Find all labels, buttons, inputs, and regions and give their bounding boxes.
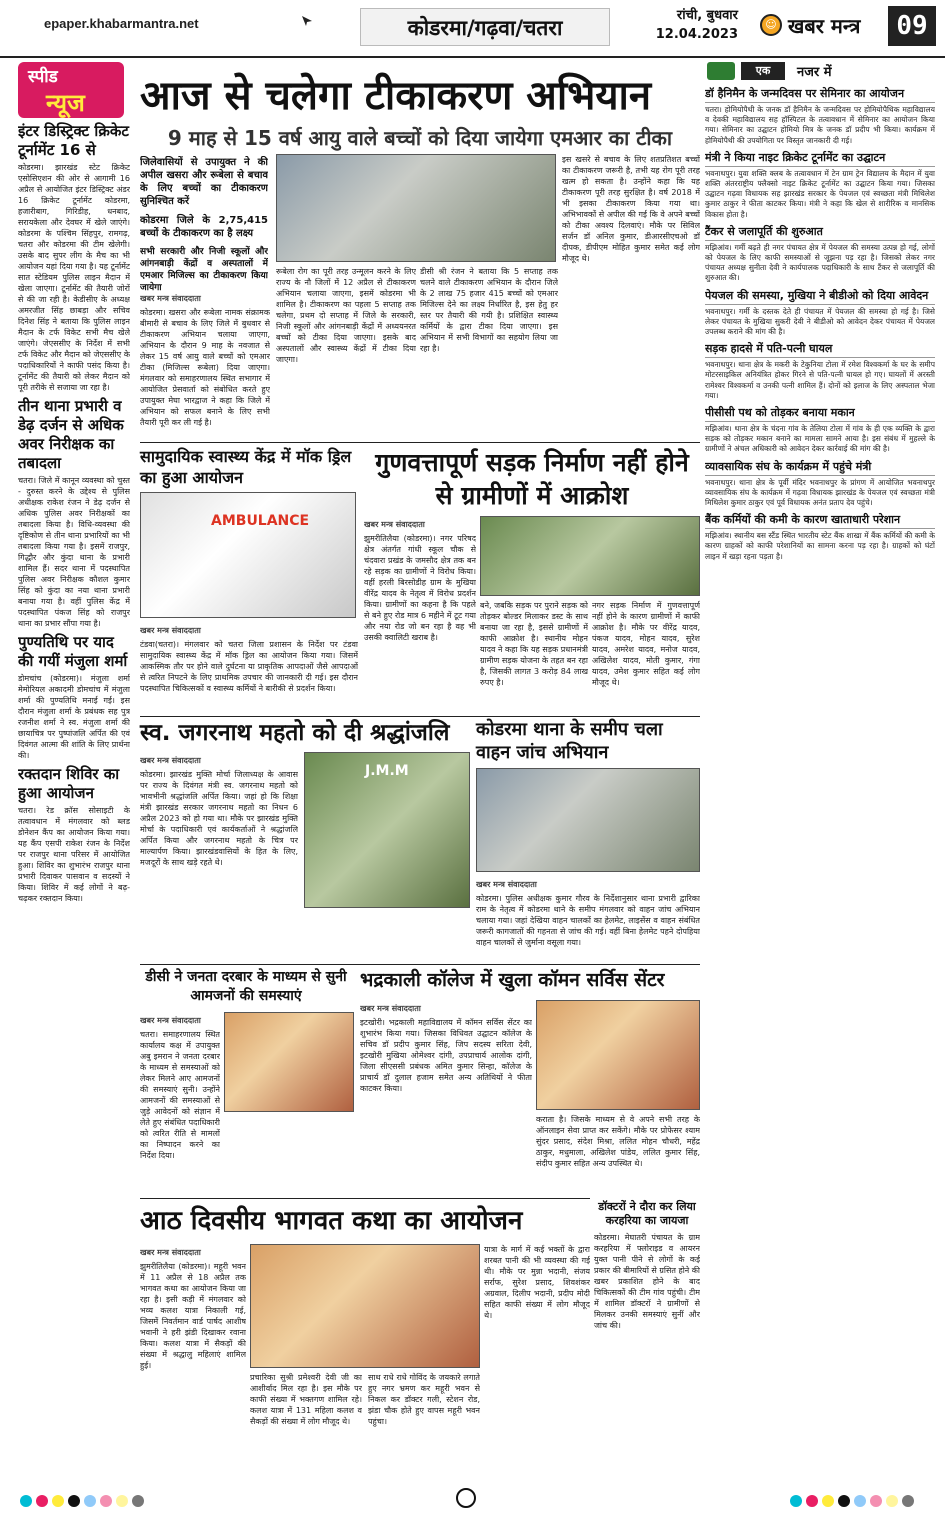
bhagwat-byline: खबर मन्त्र संवाददाता — [140, 1248, 201, 1257]
csc-byline: खबर मन्त्र संवाददाता — [360, 1004, 421, 1013]
registration-mark-icon — [456, 1488, 476, 1508]
lead-col-1 — [140, 290, 270, 440]
masthead — [0, 0, 945, 58]
csc-col-2 — [536, 1114, 700, 1196]
dc-col-1 — [140, 1012, 220, 1198]
bhagwat-body-2: प्रचारिका सुश्री प्रमेश्वरी देवी जी का आशीर्वाद मिल रहा है। इस मौके पर काफी संख्या में भक्तगण शामिल रहे। कलश यात्रा में 131 महिला कलश व सैकड़ों की संख्या में लोग मौजूद थे। — [250, 1373, 362, 1426]
mockdrill-text — [140, 622, 358, 714]
pointer-icon — [300, 14, 314, 28]
csc-headline: भद्रकाली कॉलेज में खुला कॉमन सर्विस सेंटर — [360, 969, 665, 991]
dc-photo — [224, 1012, 354, 1112]
vehicle-body: कोडरमा। पुलिस अधीक्षक कुमार गौरव के निर्देशानुसार थाना प्रभारी द्वारिका राम के नेतृत्व में कोडरमा थाने के समीप मंगलवार को वाहन जांच अभियान चलाया गया। जहां देखिया वाहन चालकों का हेलमेट, लाइसेंस व वाहन संबंधित जरूरी कागजातों की गहनता से जांच की गई। वहीं बिना हेलमेट पहने दोपहिया वाहन चालकों से जुर्माना वसूला गया। — [476, 894, 700, 947]
lead-subheadline: 9 माह से 15 वर्ष आयु वाले बच्चों को दिया जायेगा एमआर का टीका — [167, 126, 673, 150]
vehicle-photo — [476, 768, 700, 872]
csc-body-2: कराता है। जिसके माध्यम से वे अपने सभी तरह के ऑनलाइन सेवा प्राप्त कर सकेंगे। मौके पर प्रोफेसर श्याम सुंदर प्रसाद, संदेश मिश्रा, ललित मोहन चौधरी, महेंद्र ठाकुर, मधुमाला, अखिलेश पांडेय, ललित कुमार सिंह, संदीप कुमार सहित अन्य उपस्थित थे। — [536, 1115, 700, 1168]
right-story-6-body: मझिआंव। थाना क्षेत्र के चंदना गांव के तेलिया टोला में गांव के ही एक व्यक्ति के द्वारा सड़क को तोड़कर मकान बनाने का मामला सामने आया है। इस संबंध में मुहल्ले के ग्रामीणों ने अंचल अधिकारी को आवेदन देकर कार्रवाई की मांग की है। — [705, 424, 935, 454]
tribute-headline: स्व. जगरनाथ महतो को दी श्रद्धांजलि — [140, 720, 450, 746]
left-story-3-body: डोमचांच (कोडरमा)। मंजुला शर्मा मेमोरियल अकादमी डोमचांच में मंजुला शर्मा की पुण्यतिथि मनाई गई। इस दौरान मंजुला शर्मा के प्रबंधक सह पुत्र रजनीश शर्मा ने स्व. मंजुला शर्मा की छायाचित्र पर पुष्पांजलि अर्पित की एवं दिवंगत आत्मा की शांति के लिए प्रार्थना की। — [18, 674, 130, 760]
city-day: रांची, बुधवार — [676, 8, 738, 23]
csc-body-1: इटखोरी। भद्रकाली महाविद्यालय में कॉमन सर्विस सेंटर का शुभारंभ किया गया। जिसका विधिवत उद्घाटन कॉलेज के सचिव डॉ प्रदीप कुमार सिंह, जिप सदस्य सरिता देवी, इटखोरी मुखिया ओमेश्वर दांगी, उपप्राचार्य आलोक दांगी, जिला सीएससी प्रबंधक अमित कुमार सिन्हा, कॉलेज के प्राचार्य डॉ दुलाल हजाम समेत अन्य अतिथियों ने फीता काटकर किया। — [360, 1018, 532, 1093]
pullquote-3: सभी सरकारी और निजी स्कूलों और आंगनबाड़ी केंद्रों व अस्पतालों में एमआर मिजिल्स का टीकाकरण किया जायेगा — [140, 247, 268, 293]
issue-date: 12.04.2023 — [655, 27, 738, 42]
right-story-8-body: मझिआंव। स्थानीय बस स्टैंड स्थित भारतीय स्टेट बैंक शाखा में बैंक कर्मियों की कमी के कारण ग्राहकों को काफी परेशानियों का सामना करना पड़ रहा है। ग्राहकों को घंटों लाइन में खड़ा रहना पड़ता है। — [705, 531, 935, 561]
road-col-1 — [364, 516, 476, 714]
lead-body-1: कोडरमा। खसरा और रूबेला नामक संक्रामक बीमारी से बचाव के लिए जिले में बुधवार से टीकाकरण अभियान चलाया जाएगा, अभियान के दौरान 9 माह के नवजात से लेकर 15 वर्ष आयु वाले बच्चों को एमआर टीका (मिजिल्स रूबेला) दिया जाएगा। मंगलवार को समाहरणालय स्थित सभागार में आयोजित प्रेसवार्ता को संबोधित करते हुए उपायुक्त मेघा भारद्वाज ने कहा कि जिले में अभियान को सफल बनाने के लिए सभी तैयारी पूरी कर ली गई है। — [140, 308, 270, 427]
tribute-byline: खबर मन्त्र संवाददाता — [140, 756, 201, 765]
left-column — [18, 62, 130, 1472]
site-url[interactable]: epaper.khabarmantra.net — [44, 16, 199, 31]
left-story-4-body: चतरा। रेड क्रॉस सोसाइटी के तत्वावधान में मंगलवार को ब्लड डोनेशन कैंप का आयोजन किया गया। यह कैंप एसपी राकेश रंजन के निर्देश पर राजपुर थाना परिसर में आयोजित हुआ। शिविर का शुभारंभ राजपुर थाना प्रभारी दिवाकर पासवान व सदस्यों ने किया। शिविर में कई लोगों ने बढ़-चढ़कर रक्तदान किया। — [18, 806, 130, 903]
lead-col-4 — [562, 154, 700, 440]
bhagwat-col-1 — [140, 1244, 246, 1478]
right-column — [705, 62, 935, 1482]
rule — [140, 716, 700, 717]
bhagwat-col-2 — [250, 1372, 362, 1478]
right-story-1-title: डॉ हैनिमैन के जन्मदिवस पर सेमिनार का आयोजन — [705, 87, 935, 103]
vehicle-text — [476, 876, 700, 962]
dateline — [628, 6, 738, 44]
road-byline: खबर मन्त्र संवाददाता — [364, 520, 425, 529]
right-story-2-title: मंत्री ने किया नाइट क्रिकेट टूर्नामेंट का उद्घाटन — [705, 151, 935, 167]
lead-photo — [276, 154, 556, 262]
bhagwat-body-1: झुमरीतिलैया (कोडरमा)। महूरी भवन में 11 अप्रैल से 18 अप्रैल तक भागवत कथा का आयोजन किया जा रहा है। इसी कड़ी में मंगलवार को भव्य कलश यात्रा निकाली गई, जिसमें निवर्तमान वार्ड पार्षद आशीष भवानी ने हरी झंडी दिखाकर रवाना किया। कलश यात्रा में सैकड़ों की संख्या में श्रद्धालु महिलाएं शामिल हुई। — [140, 1262, 246, 1370]
right-story-4-body: भवनाथपुर। गर्मी के दस्तक देते ही पंचायत में पेयजल की समस्या हो गई है। जिसे लेकर पंचायत के मुखिया सुकरी देवी ने बीडीओ को आवेदन देकर पंचायत में पेयजल उपलब्ध कराने की मांग की है। — [705, 306, 935, 337]
right-story-5-body: भवनाथपुर। थाना क्षेत्र के मकरी के टेकुनिया टोला में रमेश विश्वकर्मा के घर के समीप मोटरसाइकिल अनियंत्रित होकर गिरने से पति-पत्नी घायल हो गए। घायलों में अरस्ती रामेश्वर विश्वकर्मा व उनकी पत्नी शामिल हैं। दोनों को इलाज के लिए अस्पताल भेजा गया। — [705, 360, 935, 400]
mockdrill-photo — [140, 492, 356, 618]
left-story-1-title: इंटर डिस्ट्रिक्ट क्रिकेट टूर्नामेंट 16 से — [18, 122, 129, 159]
right-story-3-title: टैंकर से जलापूर्ति की शुरुआत — [705, 225, 935, 241]
mockdrill-body: टंडवा(चतरा)। मंगलवार को चतरा जिला प्रशासन के निर्देश पर टंडवा सामुदायिक स्वास्थ्य केंद्र में मॉक ड्रिल का आयोजन किया गया। जिसमें आकस्मिक तौर पर होने वाले दुर्घटना या प्राकृतिक आपदाओं जैसे आपदाओं से त्वरित निपटने के लिए प्राथमिक उपचार की जानकारी दी गई। इस दौरान पदस्थापित चिकित्सकों व स्वास्थ्य कर्मियों ने बारीकी से प्रदर्शन किया। — [140, 640, 358, 693]
lead-body-2: रूबेला रोग का पूरी तरह उन्मूलन करने के लिए राज्य के नौ जिलों में 12 अप्रैल से टीकाकरण अभियान चलाया जाएगा, इसमें कोडरमा भी शामिल है। टीकाकरण का पहला 5 सप्ताह तक चलेगा, प्रथम दो सप्ताह में जिले के सरकारी, निजी स्कूलों और आंगनबाड़ी केंद्रों में अध्ययनरत बच्चों को टीका दिया जाएगा। इसके बाद अस्पतालों और स्वास्थ्य केंद्रों में टीका दिया जाएगा। — [276, 267, 416, 364]
bhagwat-col-3 — [368, 1372, 480, 1478]
right-story-8-title: बैंक कर्मियों की कमी के कारण खाताधारी परेशान — [705, 513, 935, 529]
ek-nazar-header — [705, 62, 935, 82]
road-headline: गुणवत्तापूर्ण सड़क निर्माण नहीं होने से ग्रामीणों में आक्रोश — [375, 448, 689, 510]
road-body-3: नगर सड़क निर्माण में गुणवत्तापूर्ण नहीं होने के कारण ग्रामीणों में काफी आक्रोश है। मौके पर वीरेंद्र यादव, पंकज यादव, मोहन यादव, सुरेश यादव, अमरेश यादव, मनोज यादव, अखिलेश यादव, मोती कुमार, गंगा यादव, उमेश कुमार सहित कई लोग मौजूद थे। — [592, 601, 700, 687]
lead-headline: आज से चलेगा टीकाकरण अभियान — [140, 73, 652, 119]
doctors-text — [594, 1232, 700, 1478]
mockdrill-headline: सामुदायिक स्वास्थ्य केंद्र में मॉक ड्रिल का हुआ आयोजन — [140, 447, 352, 487]
dc-byline: खबर मन्त्र संवाददाता — [140, 1016, 201, 1025]
right-story-4-title: पेयजल की समस्या, मुखिया ने बीडीओ को दिया आवेदन — [705, 289, 935, 305]
mockdrill-byline: खबर मन्त्र संवाददाता — [140, 626, 201, 635]
print-registration-strip — [0, 1484, 945, 1517]
rule — [140, 1198, 590, 1199]
doctors-body: कोडरमा। मेघातरी पंचायत के ग्राम करहरिया में फ्लोराइड व आयरन युक्त पानी पीने से लोगों के कई प्रकार की बीमारियों से ग्रसित होने की खबर प्रकाशित होने के बाद चिकित्सकों की टीम गांव पहुंची। टीम में शामिल डॉक्टरों ने ग्रामीणों से मिलकर उनकी समस्याएं सुनीं और जांच की। — [594, 1233, 700, 1330]
page-number: 09 — [888, 6, 936, 46]
pullquote-1: जिलेवासियों से उपायुक्त ने की अपील खसरा और रूबेला से बचाव के लिए बच्चों का टीकाकरण सुनिश्चित करें — [140, 157, 268, 207]
speed-news-logo — [18, 62, 124, 118]
tribute-col-1 — [140, 752, 298, 962]
bhagwat-body-4: यात्रा के मार्ग में कई भक्तों के द्वारा शरबत पानी की भी व्यवस्था की गई थी। मौके पर मुन्ना भदानी, संजय सर्राफ, सुरेश प्रसाद, शिवशंकर अग्रवाल, दिलीप भदानी, प्रदीप मोदी सहित काफी संख्या में लोग मौजूद थे। — [484, 1245, 590, 1320]
lead-col-3 — [420, 266, 558, 440]
tribute-body: कोडरमा। झारखंड मुक्ति मोर्चा जिलाध्यक्ष के आवास पर राज्य के दिवंगत मंत्री स्व. जगरनाथ महतो को भावभीनी श्रद्धांजलि अर्पित किया। जहां हो कि शिक्षा मंत्री झारखंड सरकार जगरनाथ महतो का निधन 6 अप्रैल 2023 को हो गया था। मौके पर झारखंड मुक्ति मोर्चा के पदाधिकारी एवं कार्यकर्ताओं ने श्रद्धांजलि अर्पित किया और जगरनाथ महतो के चित्र पर माल्यार्पण किया। झारखंडवासियों के हित के लिए, मजदूरों के साथ खड़े रहते थे। — [140, 770, 298, 867]
road-col-2 — [480, 600, 588, 714]
pullquote-2: कोडरमा जिले के 2,75,415 बच्चों के टीकाकरण का है लक्ष्य — [140, 215, 268, 239]
dc-body: चतरा। समाहरणालय स्थित कार्यालय कक्ष में उपायुक्त अबु इमरान ने जनता दरबार के माध्यम से समस्याओं को लेकर मिलने आए आमजनों की समस्याएं सुनी। उन्होंने आमजनों की समस्याओं से जुड़े आवेदनों को संज्ञान में लेते हुए संबंधित पदाधिकारी को त्वरित रीति से मामलों का निष्पादन करने का निर्देश दिया। — [140, 1030, 220, 1160]
csc-photo — [536, 1000, 700, 1110]
rule — [140, 964, 700, 965]
right-story-6-title: पीसीसी पथ को तोड़कर बनाया मकान — [705, 406, 935, 422]
nazar-label: नजर में — [797, 65, 832, 80]
right-story-1-body: चतरा। होमियोपैथी के जनक डॉ हैनिमैन के जन्मदिवस पर होमियोपैथिक महाविद्यालय व देवकी महाविद्यालय सह हॉस्पिटल के तत्वावधान में सेमिनार का आयोजन किया गया। सेमिनार का उद्घाटन होमियो मित्र के जनक डॉ प्रदीप भी किया। कार्यक्रम में होमियोपैथी की उपयोगिता पर विस्तृत जानकारी दी गई। — [705, 105, 935, 145]
color-dots-left — [20, 1492, 148, 1506]
right-story-5-title: सड़क हादसे में पति-पत्नी घायल — [705, 342, 935, 358]
doctors-headline: डॉक्टरों ने दौरा कर लिया करहरिया का जायजा — [598, 1200, 696, 1227]
bhagwat-headline: आठ दिवसीय भागवत कथा का आयोजन — [140, 1206, 523, 1236]
brand-name: खबर मन्त्र — [788, 14, 861, 38]
jmm-banner-text: J.M.M — [365, 763, 409, 779]
bhagwat-photo — [250, 1244, 480, 1368]
speed-label: स्पीड — [28, 67, 58, 87]
bhagwat-col-4 — [484, 1244, 590, 1478]
vehicle-byline: खबर मन्त्र संवाददाता — [476, 880, 537, 889]
road-body-1: झुमरीतिलैया (कोडरमा)। नगर परिषद क्षेत्र अंतर्गत गांधी स्कूल चौक से चंदवारा प्रखंड के जमसौद क्षेत्र तक बन रहे सड़क का ग्रामीणों ने विरोध किया। वहीं हरली बिरसोडीह ग्राम के मुखिया वीरेंद्र यादव के नेतृत्व में विरोध प्रदर्शन किया। ग्रामीणों का कहना है कि पहले से बने हुए रोड मात्र 6 महीने में टूट गया और नया रोड जो बन रहा है वह भी उसकी क्वालिटी खराब है। — [364, 534, 476, 642]
left-story-3-title: पुण्यतिथि पर याद की गयीं मंजुला शर्मा — [18, 633, 128, 670]
lead-byline: खबर मन्त्र संवाददाता — [140, 294, 201, 303]
right-story-3-body: मझिआंव। गर्मी बढ़ते ही नगर पंचायत क्षेत्र में पेयजल की समस्या उत्पन्न हो गई, लोगों को पेयजल के लिए काफी समस्याओं से जूझना पड़ रहा है। जिसको लेकर नगर पंचायत अध्यक्ष सुनीता देवी ने कार्यपालक पदाधिकारी के साथ टैंकर से जलापूर्ति की शुरुआत की। — [705, 242, 935, 283]
lead-body-3: डीसी श्री रंजन ने बताया कि 5 सप्ताह तक चलने वाले टीकाकरण अभियान के दौरान जिले के 2 लाख 75 हजार 415 बच्चों को एमआर मिजिल्स देने का लक्ष्य निर्धारित है, इस हेतु हर स्तर पर तैयारी की गयी है। प्रशिक्षित स्वास्थ्य कर्मियों के द्वारा टीका दिया जाएगा। इस अभियान में सभी विभागों का सहयोग लिया जा रहा है। — [420, 267, 558, 353]
tribute-photo — [304, 752, 470, 908]
lead-body-4: इस खसरे से बचाव के लिए शतप्रतिशत बच्चों का टीकाकरण जरूरी है, तभी यह रोग पूरी तरह खत्म हो सकता है। उन्होंने कहा कि यह टीकाकरण पूरी तरह सुरक्षित है। वर्ष 2018 में भी इसका टीकाकरण किया गया था। अभिभावकों से अपील की गई कि वे अपने बच्चों को टीका अवश्य दिलवाएं। मौके पर सिविल सर्जन डॉ अनिल कुमार, डीआरसीएचओ डॉ दीपक, डीपीएम मोहित कुमार समेत कई लोग मौजूद थे। — [562, 155, 700, 263]
right-story-7-body: भवनाथपुर। थाना क्षेत्र के पूर्वी मंदिर भवनाथपुर के प्रांगण में आयोजित भवनाथपुर व्यावसायिक संघ के कार्यक्रम में गढ़वा विधायक झारखंड के पेयजल एवं स्वच्छता मंत्री मिथिलेश कुमार ठाकुर एवं पूर्व विधायक अनंत प्रताप देव पहुंचे। — [705, 477, 935, 508]
section-title: कोडरमा/गढ़वा/चतरा — [360, 8, 610, 46]
csc-col-1 — [360, 1000, 532, 1196]
left-story-2-body: चतरा। जिले में कानून व्यवस्था को चुस्त - दुरुस्त करने के उद्देश्य से पुलिस अधीक्षक राकेश रंजन ने डेढ़ दर्जन से अधिक पुलिस अवर निरीक्षकों का तबादला किया है। विधि-व्यवस्था की दृष्टिकोण से तीन थाना प्रभारियों का भी तबादला किया गया है। इसमें राजपुर, गिद्धौर और कुंदा थाना के प्रभारी शामिल हैं। सदर थाना में पदस्थापित पुलिस अवर निरीक्षक कौशल कुमार सिंह को कुंदा का नया थाना प्रभारी बनाया गया है। वहीं पुलिस केंद्र में पदस्थापित पंकज सिंह को राजपुर थाना का प्रभार सौंपा गया है। — [18, 476, 130, 628]
road-body-2: बने, जबकि सड़क पर पुराने सड़क को तोड़कर बोल्डर मिलाकर डस्ट के साथ बनाया जा रहा है, इससे ग्रामीणों में काफी आक्रोश है। स्थानीय मोहन यादव ने कहा कि यह सड़क प्रधानमंत्री ग्रामीण सड़क योजना के तहत बन रहा है, जिसकी लागत 3 करोड़ 84 लाख रुपए है। — [480, 601, 588, 687]
bhagwat-body-3: साथ राधे राधे गोविंद के जयकारे लगाते हुए नगर भ्रमण कर महूरी भवन से निकल कर डॉक्टर गली, स्टेशन रोड, झंडा चौक होते हुए वापस महूरी भवन पहुंचा। — [368, 1373, 480, 1426]
eye-icon — [707, 62, 735, 80]
road-col-3 — [592, 600, 700, 714]
left-story-4-title: रक्तदान शिविर का हुआ आयोजन — [18, 765, 120, 802]
dc-headline: डीसी ने जनता दरबार के माध्यम से सुनी आमजनों की समस्याएं — [145, 969, 347, 1004]
color-dots-right — [790, 1492, 918, 1506]
brand-logo-icon: ☺ — [760, 14, 782, 36]
vehicle-headline: कोडरमा थाना के समीप चला वाहन जांच अभियान — [476, 719, 663, 763]
road-photo — [480, 516, 700, 596]
rule — [140, 442, 700, 443]
lead-col-2 — [276, 266, 416, 440]
ambulance-label: AMBULANCE — [211, 513, 310, 529]
left-story-1-body: कोडरमा। झारखंड स्टेट क्रिकेट एसोसिएशन की ओर से आगामी 16 अप्रैल से आयोजित इंटर डिस्ट्रिक्ट अंडर 16 क्रिकेट टूर्नामेंट कोडरमा, हजारीबाग, गिरिडीह, धनबाद, सरायकेला और देवघर में खेले जाएंगे। कोडरमा के पश्चिम सिंहपुर, रामगढ़, चतरा और कोडरमा की टीम खेलेगी। उसके बाद सुपर लीग के मैच का भी आयोजन यहां दिया गया है। यह टूर्नामेंट सात स्टेडियम पुलिस लाइन मैदान में खेला जाएगा। टूर्नामेंट की तैयारी जोरों से की जा रही है। केडीसीए के अध्यक्ष अमरजीत सिंह छाबड़ा और सचिव दिनेश सिंह ने बताया कि पुलिस लाइन मैदान के टर्फ विकेट सभी मैच खेले जाएंगे। जेएससीए के निर्देश में सभी टर्फ विकेट और मैदान को जेएससीए के पदाधिकारियों ने काफी पसंद किया है। टूर्नामेंट की तैयारी को लेकर मैदान को पूरी तरीके से सजाया जा रहा है। — [18, 163, 130, 392]
left-story-2-title: तीन थाना प्रभारी व डेढ़ दर्जन से अधिक अवर निरीक्षक का तबादला — [18, 397, 124, 472]
ek-label: एक — [741, 62, 785, 80]
right-story-2-body: भवनाथपुर। युवा शक्ति क्लब के तत्वावधान में टेन ग्राम ट्रेन विद्यालय के मैदान में युवा शक्ति अंतरराष्ट्रीय फ्लैक्सो नाइट क्रिकेट टूर्नामेंट का उद्घाटन किया गया। जिसका उद्घाटन गढ़वा विधायक सह झारखंड सरकार के पेयजल एवं स्वच्छता मंत्री मिथिलेश कुमार ठाकुर ने फीता काटकर किया। मंत्री ने कहा कि खेल से शारीरिक व मानसिक विकास होता है। — [705, 168, 935, 219]
right-story-7-title: व्यावसायिक संघ के कार्यक्रम में पहुंचे मंत्री — [705, 460, 935, 476]
news-label: न्यूज — [46, 89, 85, 117]
